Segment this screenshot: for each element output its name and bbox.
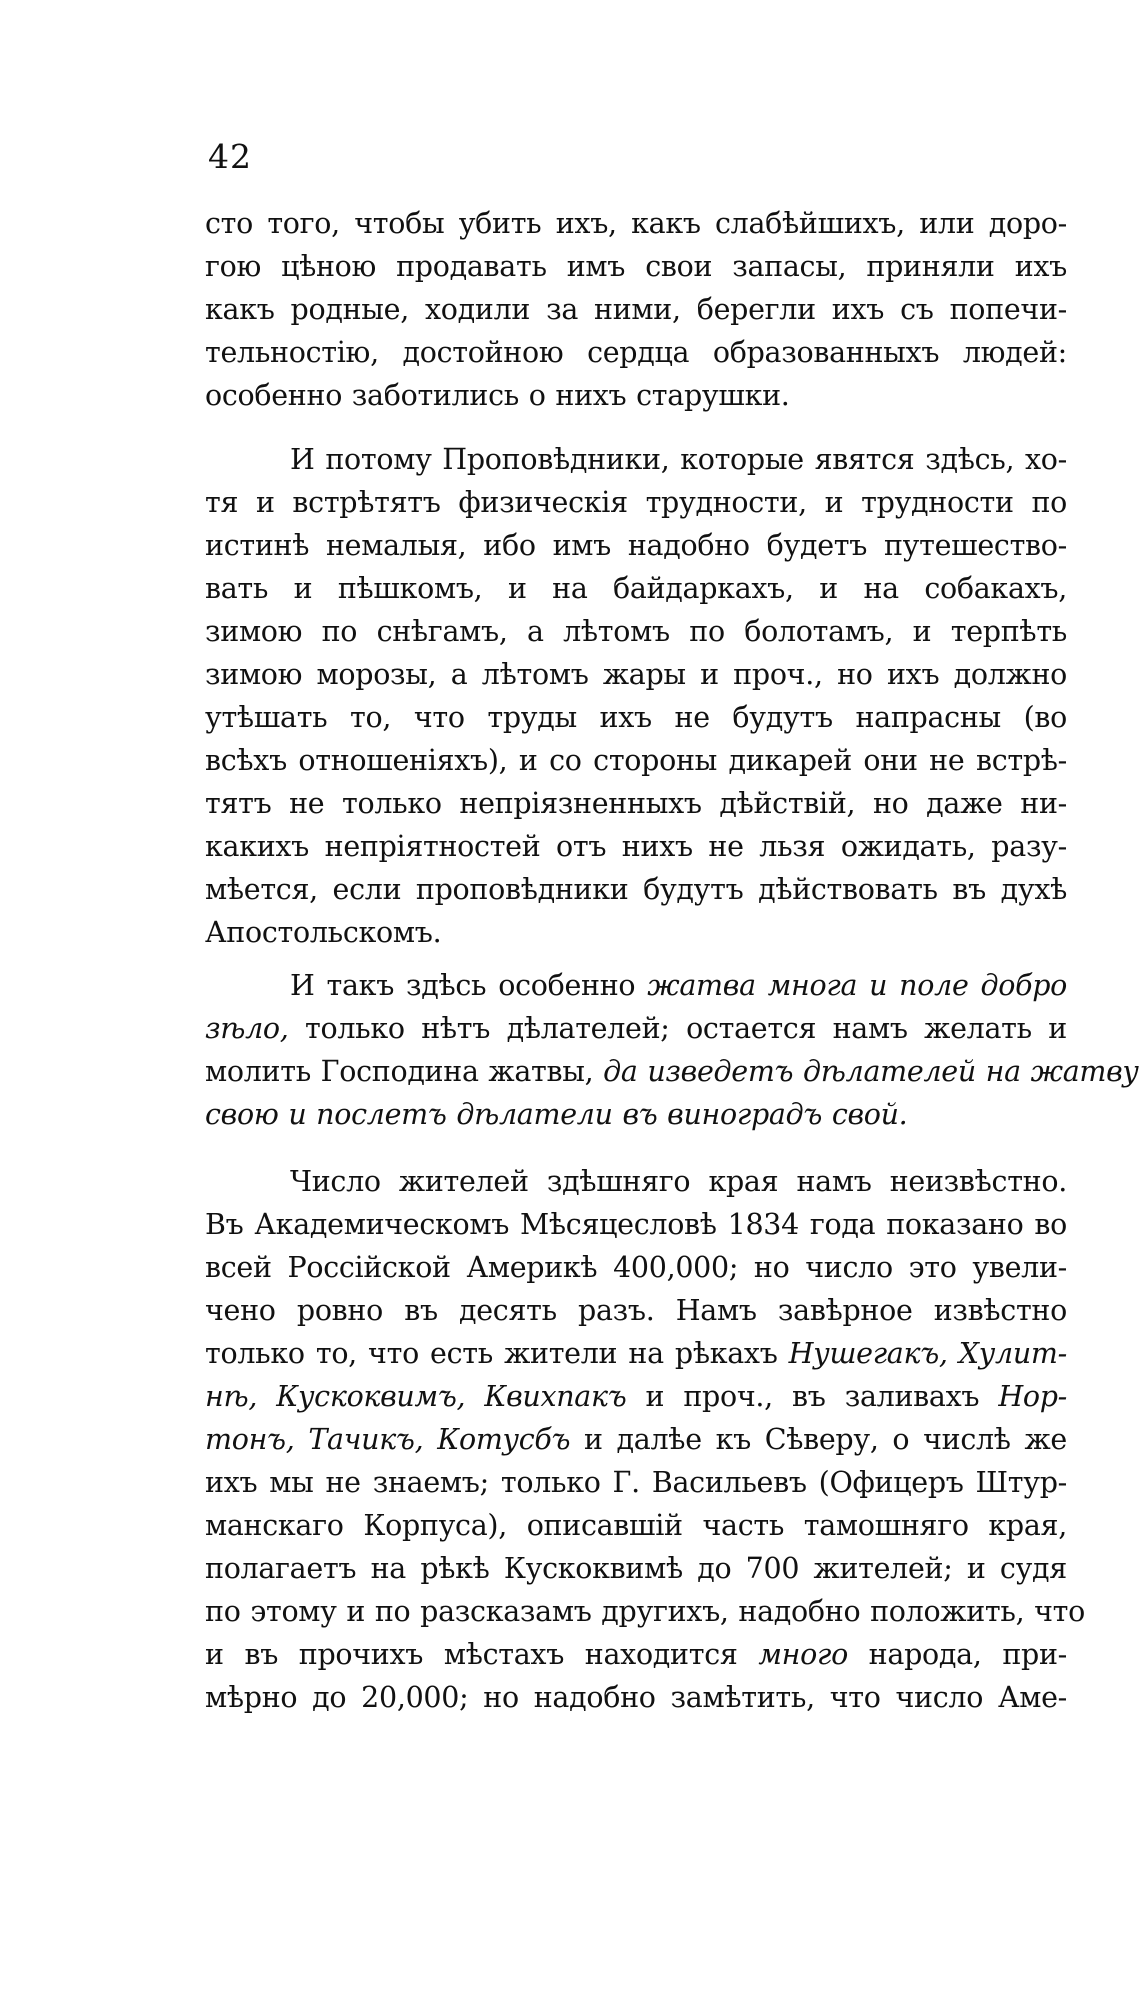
plain-text: чено ровно въ десять разъ. Намъ завѣрное извѣстно — [205, 1294, 1067, 1327]
text-line: И потому Проповѣдники, которые явятся здѣсь, хо- — [290, 443, 1067, 476]
text-line: Апостольскомъ. — [205, 916, 442, 949]
text-line — [205, 1547, 1067, 1590]
text-line — [205, 1633, 1067, 1676]
text-line: какъ родные, ходили за ними, берегли ихъ съ попечи- — [205, 293, 1067, 326]
plain-text: Число жителей здѣшняго края намъ неизвѣстно. — [290, 1165, 1067, 1198]
paragraph-1 — [205, 202, 1067, 417]
text-line: особенно заботились о нихъ старушки. — [205, 379, 790, 412]
plain-text: и далѣе къ Сѣверу, о числѣ же — [570, 1423, 1067, 1456]
text-line: тятъ не только непріязненныхъ дѣйствій, но даже ни- — [205, 787, 1067, 820]
italic-text: свою и послетъ дѣлатели въ виноградъ свой. — [205, 1098, 908, 1131]
italic-text: много — [758, 1638, 848, 1671]
text-line — [205, 1418, 1067, 1461]
plain-text: полагаетъ на рѣкѣ Кускоквимѣ до 700 жителей; и судя — [205, 1552, 1067, 1585]
paragraph-2 — [205, 438, 1067, 954]
plain-text: мѣрно до 20,000; но надобно замѣтить, что число Аме- — [205, 1681, 1067, 1714]
text-line: утѣшать то, что труды ихъ не будутъ напрасны (во — [205, 701, 1067, 734]
text-line: гою цѣною продавать имъ свои запасы, приняли ихъ — [205, 250, 1067, 283]
plain-text: только то, что есть жители на рѣкахъ — [205, 1337, 789, 1370]
text-line — [205, 1289, 1067, 1332]
text-line: всѣхъ отношеніяхъ), и со стороны дикарей они не встрѣ- — [205, 744, 1067, 777]
plain-text: И такъ здѣсь особенно — [290, 969, 648, 1002]
page-number: 42 — [208, 137, 252, 176]
text-line: вать и пѣшкомъ, и на байдаркахъ, и на собакахъ, — [205, 572, 1067, 605]
text-line — [205, 1461, 1067, 1504]
plain-text: всей Россійской Америкѣ 400,000; но число это увели- — [205, 1251, 1067, 1284]
plain-text: ихъ мы не знаемъ; только Г. Васильевъ (Офицеръ Штур- — [205, 1466, 1067, 1499]
plain-text: манскаго Корпуса), описавшій часть тамошняго края, — [205, 1509, 1067, 1542]
italic-text: зѣло, — [205, 1012, 289, 1045]
text-line — [205, 1676, 1067, 1719]
text-line — [205, 1590, 1085, 1633]
plain-text: и проч., въ заливахъ — [626, 1380, 999, 1413]
text-line — [205, 1504, 1067, 1547]
text-line — [205, 1332, 1067, 1375]
text-line — [205, 1246, 1067, 1289]
plain-text: только нѣтъ дѣлателей; остается намъ желать и — [288, 1012, 1067, 1045]
italic-text: Нушегакъ, Хулит- — [788, 1337, 1067, 1370]
text-line: сто того, чтобы убить ихъ, какъ слабѣйшихъ, или доро- — [205, 207, 1067, 240]
text-line: мѣется, если проповѣдники будутъ дѣйствовать въ духѣ — [205, 873, 1067, 906]
plain-text: и въ прочихъ мѣстахъ находится — [205, 1638, 759, 1671]
text-line — [205, 1093, 1067, 1136]
italic-text: жатва многа и поле добро — [647, 969, 1068, 1002]
plain-text: молить Господина жатвы, — [205, 1055, 604, 1088]
plain-text: Въ Академическомъ Мѣсяцесловѣ 1834 года показано во — [205, 1208, 1067, 1241]
paragraph-4 — [205, 1160, 1085, 1719]
text-line: какихъ непріятностей отъ нихъ не льзя ожидать, разу- — [205, 830, 1067, 863]
italic-text: Нор- — [998, 1380, 1067, 1413]
text-line — [205, 1203, 1067, 1246]
italic-text: да изведетъ дѣлателей на жатву — [603, 1055, 1139, 1088]
plain-text: по этому и по разсказамъ другихъ, надобно положить, что — [205, 1595, 1085, 1628]
text-line — [205, 1375, 1067, 1418]
text-line — [205, 1160, 1067, 1203]
text-line: истинѣ немалыя, ибо имъ надобно будетъ путешество- — [205, 529, 1067, 562]
plain-text: народа, при- — [847, 1638, 1067, 1671]
text-line — [205, 964, 1067, 1007]
text-line: тя и встрѣтятъ физическія трудности, и трудности по — [205, 486, 1067, 519]
text-line: тельностію, достойною сердца образованныхъ людей: — [205, 336, 1067, 369]
italic-text: тонъ, Тачикъ, Котусбъ — [205, 1423, 571, 1456]
paragraph-3 — [205, 964, 1139, 1136]
italic-text: нѣ, Кускоквимъ, Квихпакъ — [205, 1380, 627, 1413]
text-line — [205, 1050, 1139, 1093]
text-line: зимою по снѣгамъ, а лѣтомъ по болотамъ, и терпѣть — [205, 615, 1067, 648]
text-line — [205, 1007, 1067, 1050]
text-line: зимою морозы, а лѣтомъ жары и проч., но ихъ должно — [205, 658, 1067, 691]
